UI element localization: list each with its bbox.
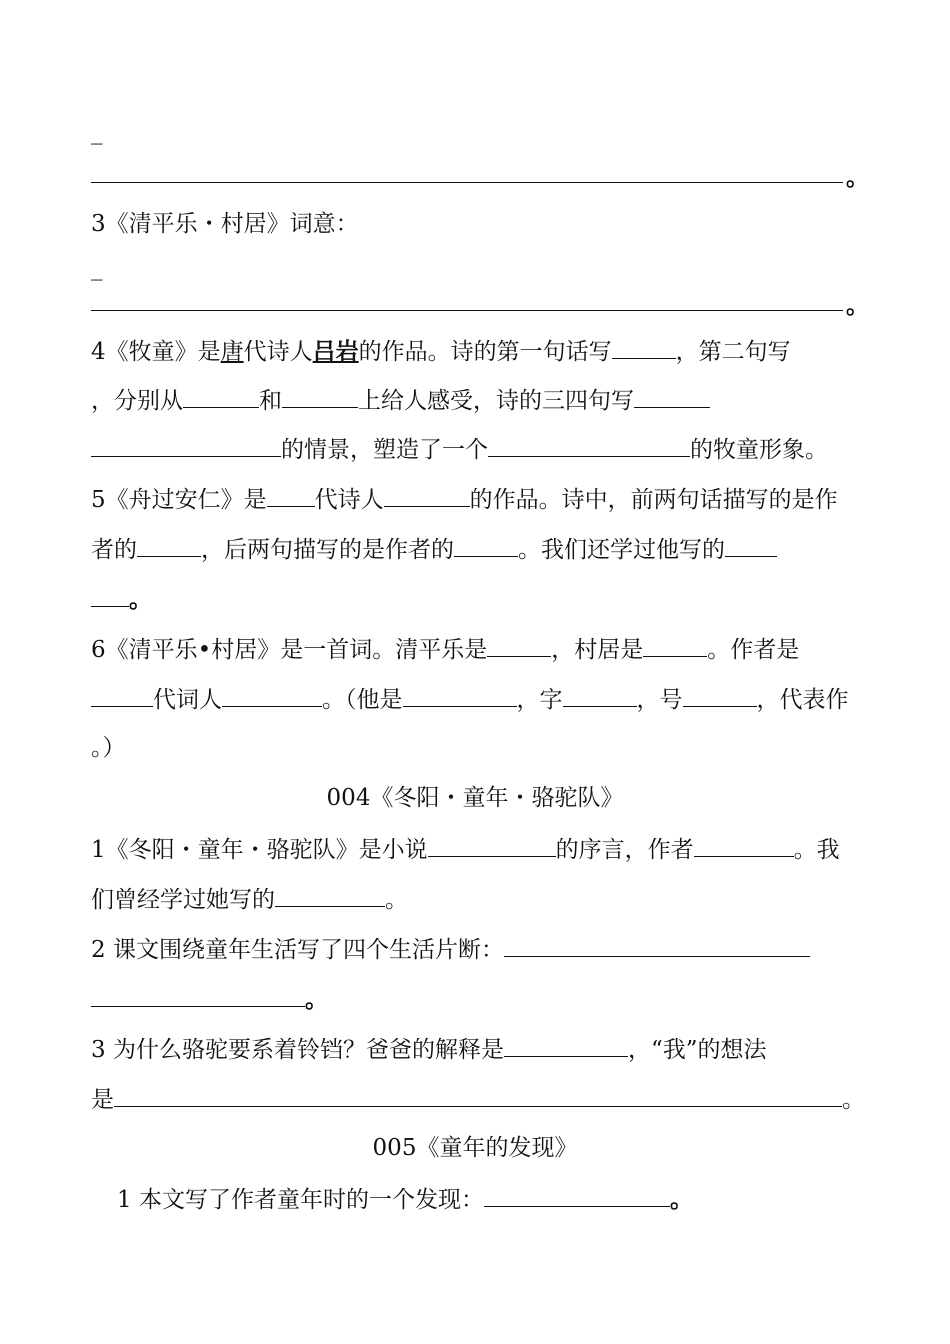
fill-blank[interactable] [137,534,201,557]
q4-line3: 的情景，塑造了一个 的牧童形象。 [91,434,828,464]
fill-blank[interactable] [91,684,153,707]
fill-blank[interactable] [454,534,518,557]
fill-blank[interactable] [504,934,810,957]
fill-blank[interactable] [222,684,322,707]
fill-blank[interactable] [612,336,676,359]
q4-line2: ，分别从 和 上给人感受，诗的三四句写 [91,385,710,415]
dash-mark: _ [91,255,103,281]
q5-line3: 。 [91,584,152,614]
fill-blank[interactable] [91,434,281,457]
fill-blank[interactable] [183,385,259,408]
fill-blank[interactable] [282,385,358,408]
period: 。 [846,292,869,319]
fill-blank[interactable] [91,584,129,607]
s004-q2-line2: 。 [91,984,328,1014]
q4-line1: 4《牧童》是唐代诗人吕岩的作品。诗的第一句话写 ，第二句写 [91,338,791,365]
fill-blank[interactable] [683,684,757,707]
fill-blank[interactable] [487,634,551,657]
q3-title: 3《清平乐・村居》词意： [91,211,359,237]
fill-blank[interactable] [725,534,777,557]
fill-blank[interactable] [403,684,517,707]
fill-blank[interactable] [275,884,385,907]
fill-blank[interactable] [563,684,637,707]
fill-blank[interactable] [634,385,710,408]
q5-line2: 者的 ，后两句描写的是作者的 。我们还学过他写的 [91,534,777,564]
q6-line2: 代词人 。（他是 ，字 ，号 ，代表作 [91,684,849,714]
fill-blank[interactable] [384,484,470,507]
s004-q3-line2: 是 。 [91,1084,865,1114]
s005-q1: 1 本文写了作者童年时的一个发现： 。 [117,1186,693,1213]
fill-blank[interactable] [504,1034,628,1057]
fill-blank[interactable] [488,434,690,457]
q5-line1: 5《舟过安仁》是 代诗人 的作品。诗中，前两句话描写的是作 [91,484,838,514]
q6-line3: 。） [91,735,126,761]
answer-line[interactable] [91,310,843,311]
fill-blank[interactable] [694,834,794,857]
period: 。 [846,164,869,191]
fill-blank[interactable] [643,634,707,657]
fill-blank[interactable] [428,834,556,857]
section-title-005: 005《童年的发现》 [372,1135,578,1161]
s004-q1-line1: 1《冬阳・童年・骆驼队》是小说 的序言，作者 。我 [91,834,840,864]
s004-q3-line1: 3 为什么骆驼要系着铃铛？爸爸的解释是 ，“我”的想法 [91,1034,766,1064]
author-name: 吕岩 [312,338,359,365]
s004-q1-line2: 们曾经学过她写的 。 [91,884,408,914]
fill-blank[interactable] [114,1084,842,1107]
fill-blank[interactable] [267,484,315,507]
answer-line[interactable] [91,182,843,183]
fill-blank[interactable] [91,984,305,1007]
section-title-004: 004《冬阳・童年・骆驼队》 [326,785,624,811]
q6-line1: 6《清平乐•村居》是一首词。清平乐是 ，村居是 。作者是 [91,634,799,664]
fill-blank[interactable] [484,1184,670,1207]
dash-mark: _ [91,119,103,145]
s004-q2-line1: 2 课文围绕童年生活写了四个生活片断： [91,934,810,964]
